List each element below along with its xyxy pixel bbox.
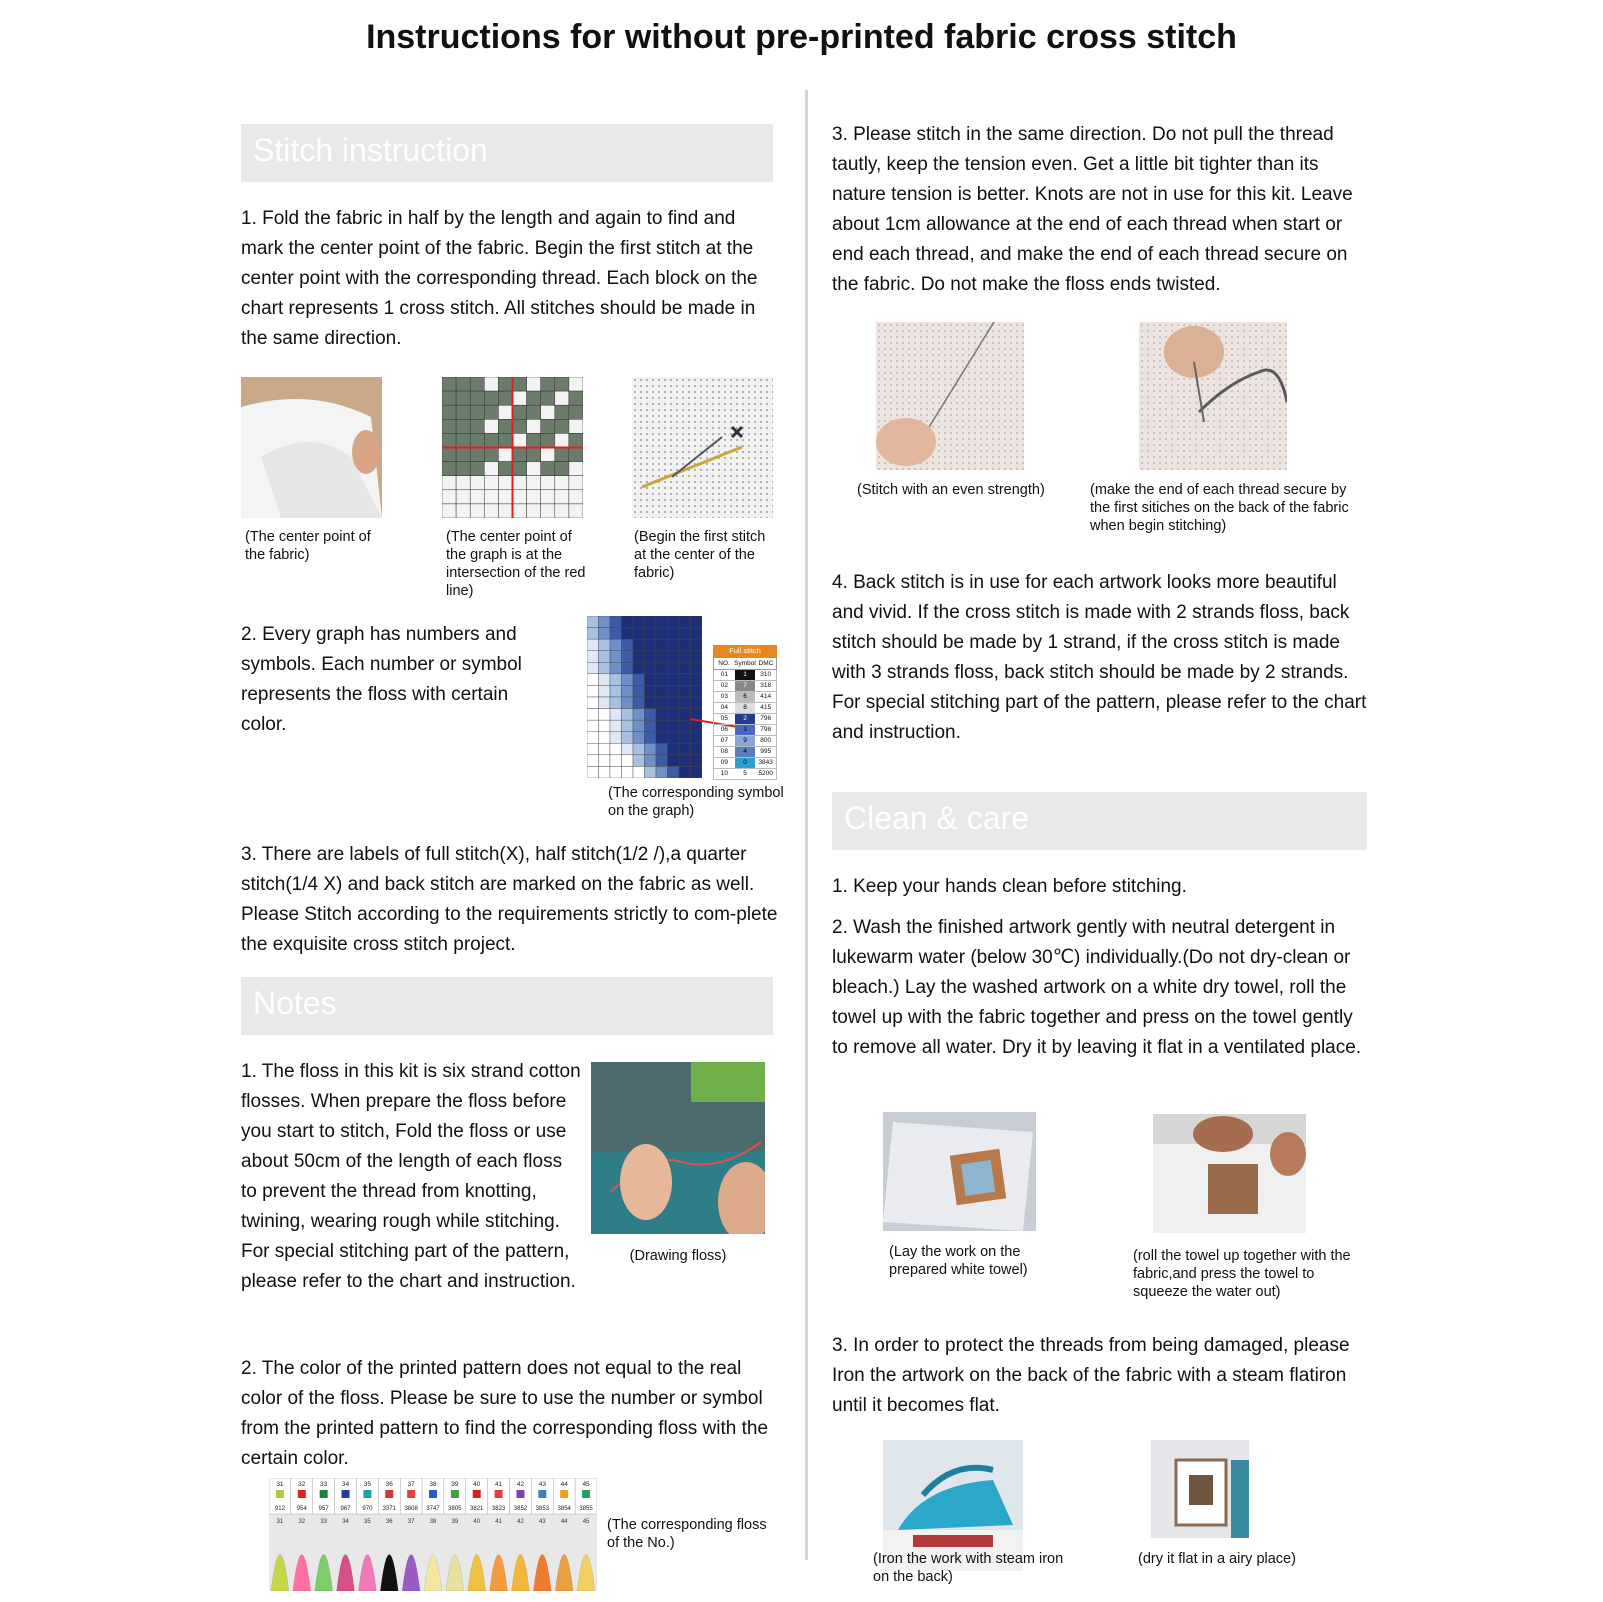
legend-row xyxy=(713,670,777,681)
floss-dmc: 957 xyxy=(318,1506,329,1512)
clean-step-1: 1. Keep your hands clean before stitching. xyxy=(832,876,1187,897)
caption-symbol-graph: (The corresponding symbol on the graph) xyxy=(608,785,784,819)
legend-dmc: 5200 xyxy=(758,770,773,777)
floss-dmc: 954 xyxy=(296,1506,307,1512)
stitch-step-3-right: 3. Please stitch in the same direction. Do not pull the thread tautly, keep the tension even. Get a little bit tighter than its nature tension is better. Knots are not in use for this kit. Leave about 1cm allowance at the end of each thread when start or end each thread, and make the end of each thread secure on the fabric. Do not make the floss ends twisted. xyxy=(832,124,1353,295)
legend-dmc: 415 xyxy=(760,704,772,711)
floss-dmc: 912 xyxy=(274,1506,285,1512)
floss-symbol xyxy=(276,1490,284,1498)
floss-label: 40 xyxy=(473,1519,481,1525)
legend-no: 05 xyxy=(720,715,728,722)
floss-symbol xyxy=(582,1490,590,1498)
floss-number: 37 xyxy=(407,1481,415,1488)
floss-color-strip xyxy=(269,1478,597,1591)
stitch-step-4: 4. Back stitch is in use for each artwork looks more beautiful and vivid. If the cross stitch is made with 2 strands floss, back stitch should be made by 1 strand, if the cross stitch is made with 3 strands floss, back stitch should be made by 2 strands. For special stitching part of the pattern, please refer to the chart and instruction. xyxy=(832,572,1367,743)
floss-dmc: 3853 xyxy=(535,1506,550,1512)
floss-symbol xyxy=(320,1490,328,1498)
floss-label: 33 xyxy=(320,1519,328,1525)
clean-care-title: Clean & care xyxy=(844,800,1029,836)
floss-symbol xyxy=(407,1490,415,1498)
legend-row xyxy=(713,692,777,703)
floss-label: 45 xyxy=(582,1519,590,1525)
floss-label: 35 xyxy=(364,1519,371,1525)
legend-symbol: 6 xyxy=(735,692,756,702)
legend-no: 04 xyxy=(720,704,728,711)
towel-roll-photo xyxy=(1153,1114,1306,1233)
caption-drawing-floss: (Drawing floss) xyxy=(629,1248,727,1264)
legend-column-headers xyxy=(713,657,777,670)
floss-symbol xyxy=(560,1490,568,1498)
legend-row xyxy=(713,758,777,769)
notes-header xyxy=(241,977,773,1035)
floss-label: 44 xyxy=(560,1519,568,1525)
floss-dmc: 3821 xyxy=(470,1506,484,1512)
legend-row xyxy=(713,769,777,780)
secure-thread-photo xyxy=(1139,322,1287,470)
floss-number: 33 xyxy=(320,1481,328,1488)
floss-dmc: 3854 xyxy=(557,1506,571,1512)
floss-dmc: 3823 xyxy=(491,1506,506,1512)
floss-dmc: 3808 xyxy=(404,1506,418,1512)
even-strength-photo xyxy=(876,322,1024,470)
floss-symbol xyxy=(451,1490,459,1498)
caption-steam-iron: (Iron the work with steam iron on the back) xyxy=(873,1551,1064,1585)
floss-symbol xyxy=(429,1490,437,1498)
notes-step-2: 2. The color of the printed pattern does not equal to the real color of the floss. Please be sure to use the number or symbol from the printed pattern to find the corresponding floss with the certain color. xyxy=(241,1358,769,1469)
floss-label: 39 xyxy=(451,1519,459,1525)
caption-secure-thread: (make the end of each thread secure by the first sitiches on the back of the fabric when begin stitching) xyxy=(1090,482,1349,534)
column-divider xyxy=(805,90,808,1560)
clean-step-3: 3. In order to protect the threads from being damaged, please Iron the artwork on the back of the fabric with a steam flatiron until it becomes flat. xyxy=(832,1335,1350,1416)
legend-no: 10 xyxy=(720,770,728,777)
legend-dmc: 798 xyxy=(760,726,772,733)
legend-symbol: 3 xyxy=(735,725,756,735)
legend-no: 02 xyxy=(720,682,728,689)
legend-dmc: 310 xyxy=(760,671,772,678)
notes-title: Notes xyxy=(253,985,337,1021)
legend-no: 07 xyxy=(720,737,728,744)
page-title: Instructions for without pre-printed fabric cross stitch xyxy=(366,18,1237,56)
floss-number: 42 xyxy=(516,1481,525,1488)
stitch-step-1: 1. Fold the fabric in half by the length and again to find and mark the center point of the fabric. Begin the first stitch at the center point with the corresponding thread. Each block on the chart represents 1 cross stitch. All stitches should be made in the same direction. xyxy=(241,208,758,349)
floss-number: 35 xyxy=(363,1481,372,1488)
legend-row xyxy=(713,714,777,725)
stitch-instruction-title: Stitch instruction xyxy=(253,132,488,168)
legend-symbol: 1 xyxy=(735,670,756,680)
legend-col-dmc: DMC xyxy=(758,660,774,667)
floss-number: 39 xyxy=(451,1481,459,1488)
floss-dmc: 3371 xyxy=(382,1506,396,1512)
caption-dry-flat: (dry it flat in a airy place) xyxy=(1138,1551,1296,1567)
legend-symbol: 0 xyxy=(735,758,756,768)
legend-no: 03 xyxy=(720,693,728,700)
floss-symbol xyxy=(298,1490,306,1498)
legend-row xyxy=(713,736,777,747)
floss-number: 38 xyxy=(429,1481,437,1488)
legend-row xyxy=(713,681,777,692)
legend-symbol: 8 xyxy=(735,703,756,713)
floss-dmc: 3852 xyxy=(513,1506,528,1512)
floss-label: 36 xyxy=(385,1519,393,1525)
floss-symbol xyxy=(473,1490,481,1498)
floss-number: 41 xyxy=(494,1481,503,1488)
stitch-instruction-header xyxy=(241,124,773,182)
floss-label: 37 xyxy=(407,1519,415,1525)
legend-dmc: 995 xyxy=(760,748,772,755)
floss-number: 43 xyxy=(538,1481,546,1488)
caption-towel-lay: (Lay the work on the prepared white towel) xyxy=(889,1244,1028,1278)
floss-number: 45 xyxy=(582,1481,590,1488)
chart-grid-photo xyxy=(442,377,583,518)
floss-symbol xyxy=(363,1490,371,1498)
legend-no: 01 xyxy=(720,671,728,678)
floss-number: 36 xyxy=(385,1481,393,1488)
floss-dmc: 3747 xyxy=(426,1506,440,1512)
legend-col-no: NO. xyxy=(718,660,730,667)
floss-label: 32 xyxy=(298,1519,306,1525)
floss-dmc: 970 xyxy=(362,1506,373,1512)
clean-step-2: 2. Wash the finished artwork gently with neutral detergent in lukewarm water (below 30℃) individually.(Do not dry-clean or bleach.) Lay the washed artwork on a white dry towel, roll the towel up with the fabric together and press on the towel gently to remove all water. Dry it by leaving it flat in a ventilated place. xyxy=(832,917,1362,1058)
floss-label: 31 xyxy=(276,1519,284,1525)
floss-label: 43 xyxy=(538,1519,546,1525)
towel-lay-photo xyxy=(883,1112,1036,1231)
legend-no: 08 xyxy=(720,748,728,755)
floss-number: 32 xyxy=(298,1481,306,1488)
legend-row xyxy=(713,725,777,736)
caption-floss-numbers: (The corresponding floss of the No.) xyxy=(607,1517,767,1551)
fabric-center-photo xyxy=(241,377,382,518)
drawing-floss-photo xyxy=(591,1062,765,1234)
floss-number: 44 xyxy=(560,1481,568,1488)
notes-step-1: 1. The floss in this kit is six strand cotton flosses. When prepare the floss before you start to stitch, Fold the floss or use about 50cm of the length of each floss to prevent the thread from knotting, twining, wearing rough while stitching. For special stitching part of the pattern, please refer to the chart and instruction. xyxy=(241,1061,581,1292)
floss-dmc: 3805 xyxy=(448,1506,462,1512)
caption-towel-roll: (roll the towel up together with the fabric,and press the towel to squeeze the water out) xyxy=(1133,1248,1351,1300)
legend-dmc: 800 xyxy=(760,737,772,744)
first-stitch-photo xyxy=(632,377,773,518)
caption-graph-center: (The center point of the graph is at the intersection of the red line) xyxy=(446,529,586,599)
clean-care-header xyxy=(832,792,1367,850)
floss-label: 41 xyxy=(495,1519,502,1525)
legend-col-symbol: Symbol xyxy=(734,660,756,667)
floss-symbol xyxy=(538,1490,546,1498)
floss-number: 31 xyxy=(276,1481,284,1488)
legend-symbol: 7 xyxy=(735,681,756,691)
floss-symbol xyxy=(495,1490,503,1498)
floss-number: 34 xyxy=(341,1481,350,1488)
legend-row xyxy=(713,703,777,714)
floss-label: 38 xyxy=(429,1519,437,1525)
legend-dmc: 3843 xyxy=(758,759,773,766)
caption-fabric-center: (The center point of the fabric) xyxy=(245,529,371,563)
legend-symbol: 5 xyxy=(735,769,756,779)
legend-row xyxy=(713,747,777,758)
legend-no: 09 xyxy=(720,759,728,766)
legend-symbol: 9 xyxy=(735,736,756,746)
legend-dmc: 414 xyxy=(760,693,772,700)
stitch-step-3: 3. There are labels of full stitch(X), half stitch(1/2 /),a quarter stitch(1/4 X) and back stitch are marked on the fabric as well. Please Stitch according to the requirements strictly to com-plete the exquisite cross stitch project. xyxy=(241,844,778,955)
floss-legend-table xyxy=(713,645,777,777)
symbol-graph-image xyxy=(587,616,702,778)
legend-dmc: 796 xyxy=(760,715,772,722)
legend-header: Full stitch xyxy=(713,645,777,657)
legend-dmc: 318 xyxy=(760,682,772,689)
floss-label: 42 xyxy=(517,1519,524,1525)
floss-dmc: 3855 xyxy=(579,1506,593,1512)
floss-label: 34 xyxy=(342,1519,349,1525)
floss-symbol xyxy=(342,1490,350,1498)
legend-no: 06 xyxy=(720,726,728,733)
stitch-step-2: 2. Every graph has numbers and symbols. Each number or symbol represents the floss with certain color. xyxy=(241,624,522,735)
floss-dmc: 967 xyxy=(340,1506,351,1512)
caption-first-stitch: (Begin the first stitch at the center of the fabric) xyxy=(634,529,766,581)
caption-even-strength: (Stitch with an even strength) xyxy=(857,482,1045,498)
dry-flat-photo xyxy=(1151,1440,1249,1538)
floss-symbol xyxy=(516,1490,524,1498)
legend-symbol: 2 xyxy=(735,714,756,724)
floss-symbol xyxy=(385,1490,393,1498)
legend-symbol: 4 xyxy=(735,747,756,757)
floss-number: 40 xyxy=(473,1481,481,1488)
